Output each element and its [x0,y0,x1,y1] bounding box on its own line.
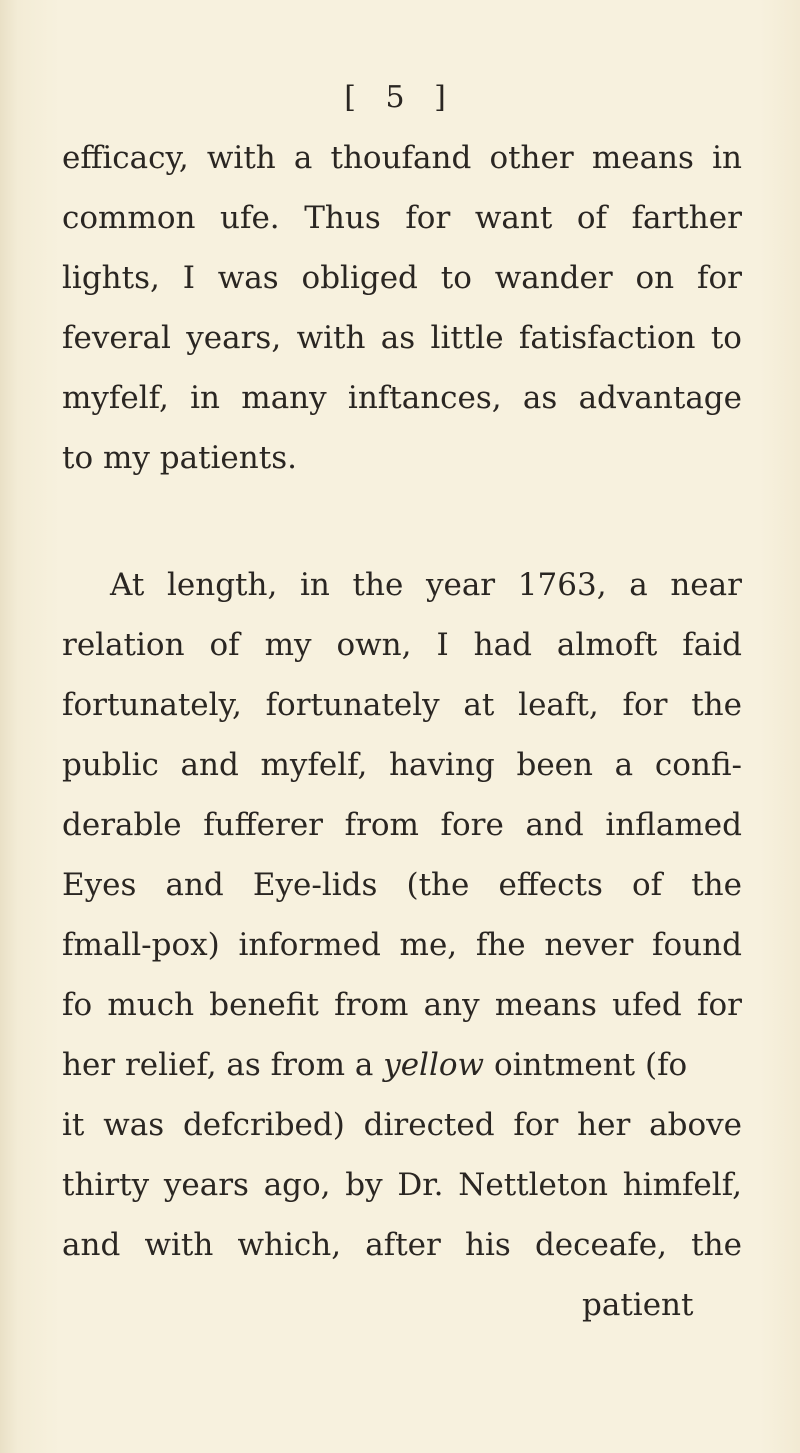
text-line: fortunately, fortunately at leaft, for the [62,687,742,723]
text-line: it was defcribed) directed for her above [62,1107,742,1143]
text-segment: ointment (fo [493,1047,688,1083]
text-line: fo much benefit from any means ufed for [62,987,742,1023]
text-line: lights, I was obliged to wander on for [62,260,742,296]
italic-word: yellow [383,1047,485,1083]
text-line: Eyes and Eye-lids (the effects of the [62,867,742,903]
text-line: public and myfelf, having been a confi- [62,747,742,783]
text-line: feveral years, with as little fatisfaction to [62,320,742,356]
text-line: and with which, after his deceafe, the [62,1227,742,1263]
text-line: At length, in the year 1763, a near [110,567,742,603]
text-line: to my patients. [62,440,297,476]
text-line: thirty years ago, by Dr. Nettleton himfelf, [62,1167,742,1203]
catchword: patient [582,1287,694,1323]
text-segment: her relief, as from a [62,1047,374,1083]
text-line-with-italic [62,1045,742,1085]
text-line: common ufe. Thus for want of farther [62,200,742,236]
text-line: relation of my own, I had almoft faid [62,627,742,663]
page-number: [ 5 ] [344,80,456,115]
text-line: fmall-pox) informed me, fhe never found [62,927,742,963]
text-line: myfelf, in many inftances, as advantage [62,380,742,416]
text-line: derable fufferer from fore and inflamed [62,807,742,843]
text-line: efficacy, with a thoufand other means in [62,140,742,176]
